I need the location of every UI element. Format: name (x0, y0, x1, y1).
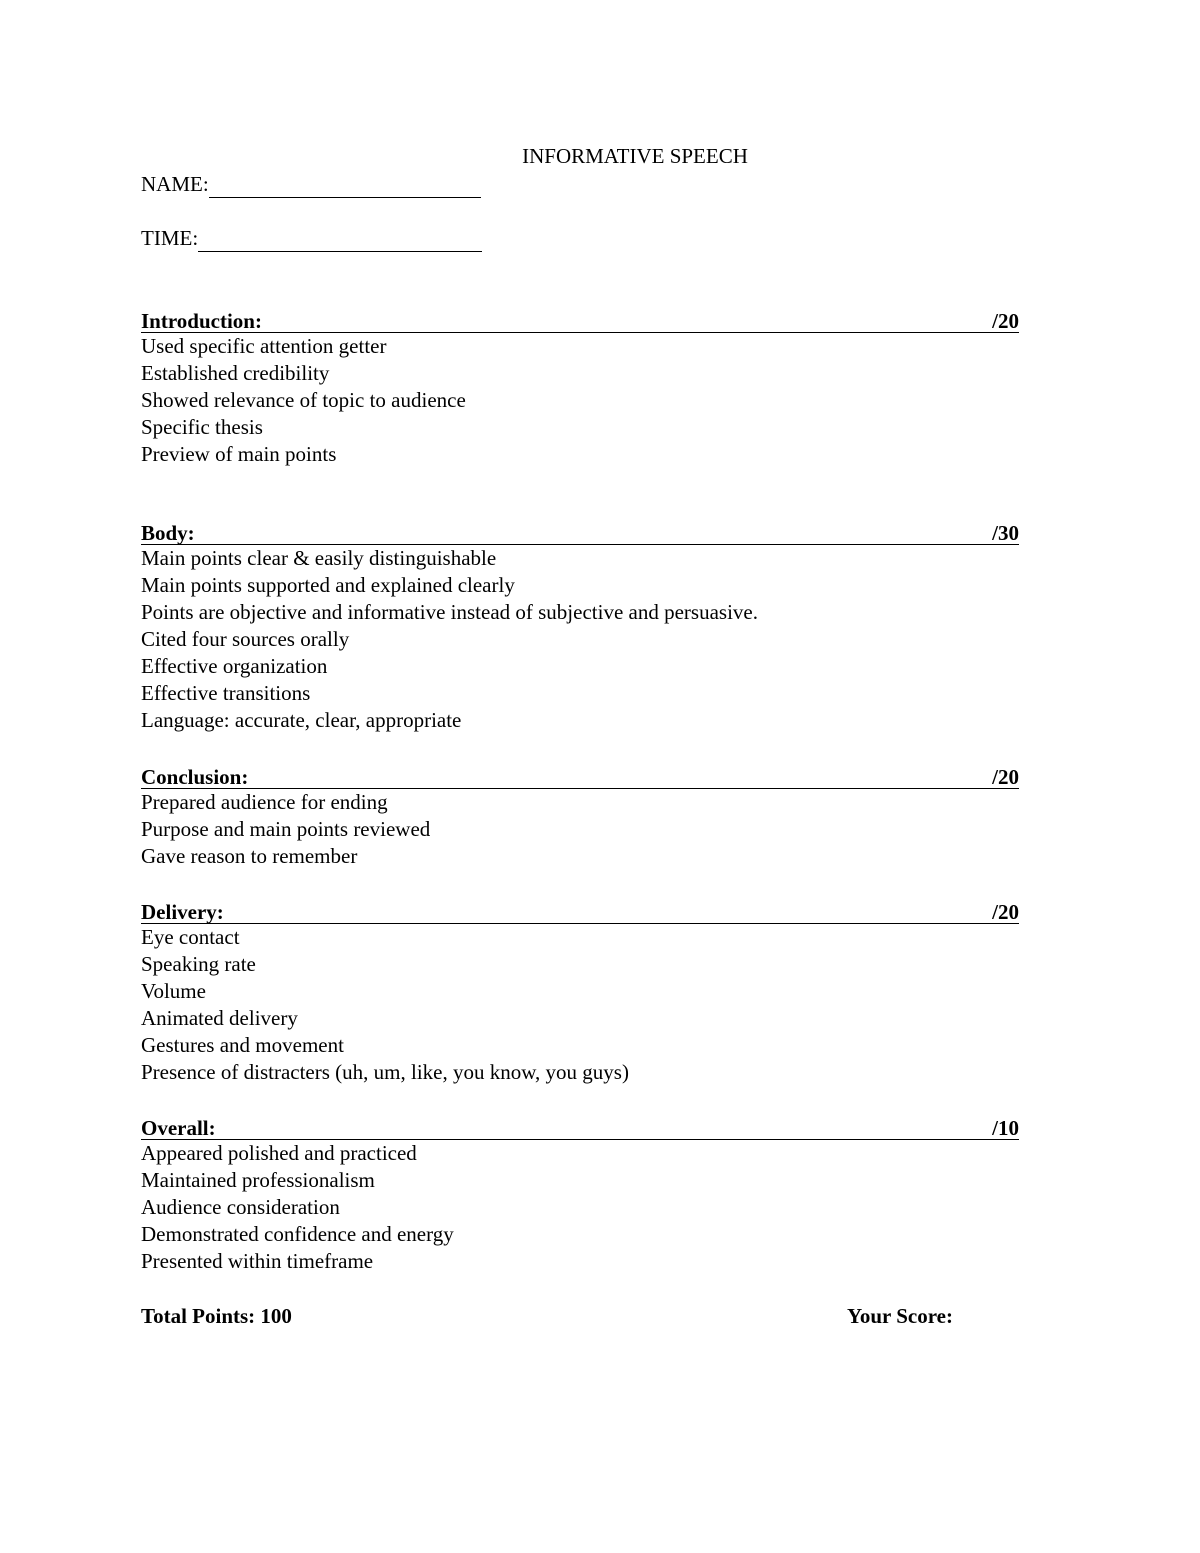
criteria-item: Demonstrated confidence and energy (141, 1222, 454, 1246)
section-label: Body: (141, 521, 195, 545)
criteria-item: Language: accurate, clear, appropriate (141, 708, 462, 732)
time-label: TIME: (141, 226, 199, 250)
criteria-item: Specific thesis (141, 415, 263, 439)
section-header (141, 517, 1019, 545)
section-header (141, 761, 1019, 789)
your-score-label: Your Score: (847, 1304, 953, 1328)
section-header (141, 1112, 1019, 1140)
criteria-item: Gestures and movement (141, 1033, 344, 1057)
section-overall (141, 1112, 1019, 1275)
criteria-list (141, 545, 1019, 734)
total-points: Total Points: 100 (141, 1304, 292, 1328)
criteria-item: Eye contact (141, 925, 240, 949)
criteria-item: Maintained professionalism (141, 1168, 375, 1192)
criteria-item: Points are objective and informative instead of subjective and persuasive. (141, 600, 758, 624)
criteria-item: Appeared polished and practiced (141, 1141, 417, 1165)
criteria-item: Presented within timeframe (141, 1249, 374, 1273)
criteria-list (141, 924, 1019, 1086)
criteria-item: Prepared audience for ending (141, 790, 388, 814)
criteria-item: Showed relevance of topic to audience (141, 388, 466, 412)
criteria-item: Effective organization (141, 654, 328, 678)
time-blank[interactable] (198, 227, 482, 252)
criteria-item: Used specific attention getter (141, 334, 387, 358)
section-label: Introduction: (141, 309, 262, 333)
criteria-item: Purpose and main points reviewed (141, 817, 431, 841)
section-header (141, 305, 1019, 333)
section-body (141, 517, 1019, 734)
criteria-item: Main points supported and explained clearly (141, 573, 515, 597)
time-field (141, 224, 482, 252)
page-title: INFORMATIVE SPEECH (522, 144, 748, 168)
criteria-item: Audience consideration (141, 1195, 340, 1219)
criteria-item: Speaking rate (141, 952, 256, 976)
criteria-item: Animated delivery (141, 1006, 298, 1030)
criteria-item: Presence of distracters (uh, um, like, you know, you guys) (141, 1060, 629, 1084)
section-points: /10 (992, 1116, 1019, 1140)
section-label: Delivery: (141, 900, 224, 924)
name-blank[interactable] (209, 173, 481, 198)
section-delivery (141, 896, 1019, 1086)
section-points: /20 (992, 309, 1019, 333)
criteria-item: Gave reason to remember (141, 844, 358, 868)
criteria-item: Preview of main points (141, 442, 337, 466)
section-points: /30 (992, 521, 1019, 545)
criteria-item: Main points clear & easily distinguishable (141, 546, 497, 570)
section-conclusion (141, 761, 1019, 870)
name-label: NAME: (141, 172, 209, 196)
section-points: /20 (992, 765, 1019, 789)
criteria-item: Cited four sources orally (141, 627, 350, 651)
section-points: /20 (992, 900, 1019, 924)
section-label: Overall: (141, 1116, 216, 1140)
criteria-list (141, 789, 1019, 870)
criteria-list (141, 1140, 1019, 1275)
criteria-item: Effective transitions (141, 681, 311, 705)
criteria-item: Established credibility (141, 361, 330, 385)
section-header (141, 896, 1019, 924)
criteria-item: Volume (141, 979, 206, 1003)
criteria-list (141, 333, 1019, 468)
section-introduction (141, 305, 1019, 468)
section-label: Conclusion: (141, 765, 249, 789)
name-field (141, 170, 481, 198)
